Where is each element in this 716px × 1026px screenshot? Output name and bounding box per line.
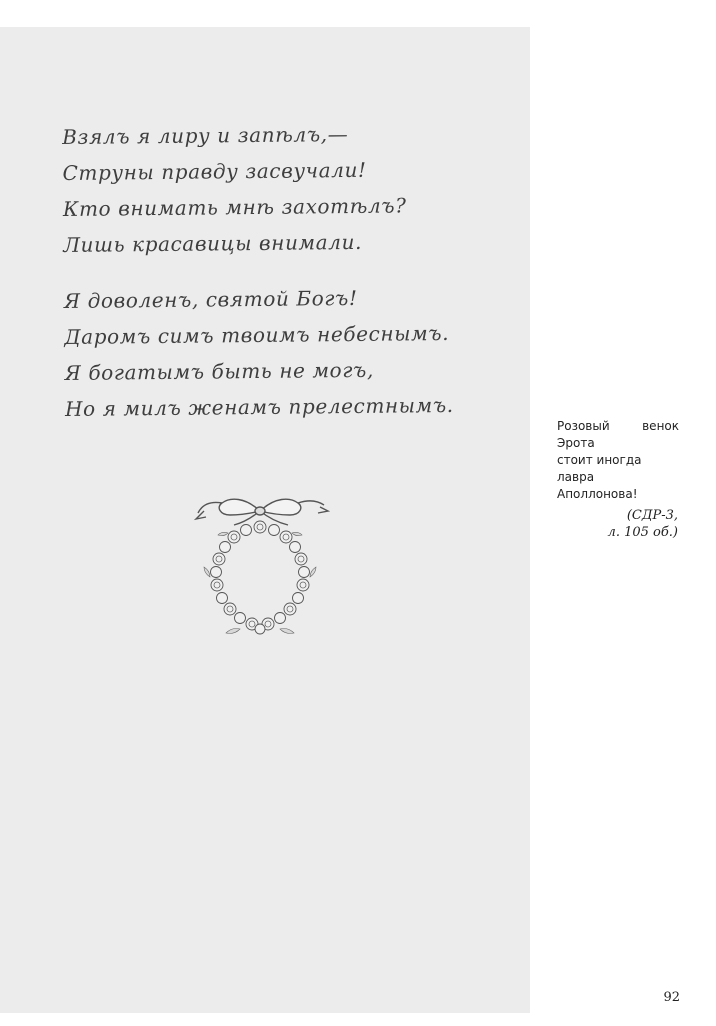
poem-line: Я доволенъ, святой Богъ! [63, 285, 358, 313]
caption-line: Аполлонова! [557, 487, 638, 501]
caption-line [557, 418, 679, 435]
caption-line: Эрота [557, 436, 595, 450]
page-number: 92 [663, 990, 680, 1005]
poem-line: Взялъ я лиру и запѣлъ,— [62, 122, 349, 149]
caption-word: венок [642, 419, 679, 433]
ribbon-wreath-icon [190, 489, 330, 649]
handwritten-poem [62, 114, 525, 427]
source-reference [560, 507, 678, 541]
poem-line: Даромъ симъ твоимъ небеснымъ. [64, 320, 450, 349]
source-line: (СДР-3, [626, 508, 678, 523]
poem-line: Струны правду засвучали! [62, 157, 367, 185]
poem-line: Лишь красавицы внимали. [63, 229, 363, 257]
source-line: л. 105 об.) [607, 525, 678, 540]
poem-line: Кто внимать мнѣ захотѣлъ? [62, 193, 407, 221]
poem-line: Я богатымъ быть не могъ, [64, 357, 374, 385]
poem-line: Но я милъ женамъ прелестнымъ. [64, 392, 454, 421]
margin-caption [557, 418, 679, 503]
manuscript-plate [0, 27, 530, 1013]
caption-line: лавра [557, 470, 595, 484]
caption-word: Розовый [557, 419, 610, 433]
caption-line: стоит иногда [557, 453, 642, 467]
